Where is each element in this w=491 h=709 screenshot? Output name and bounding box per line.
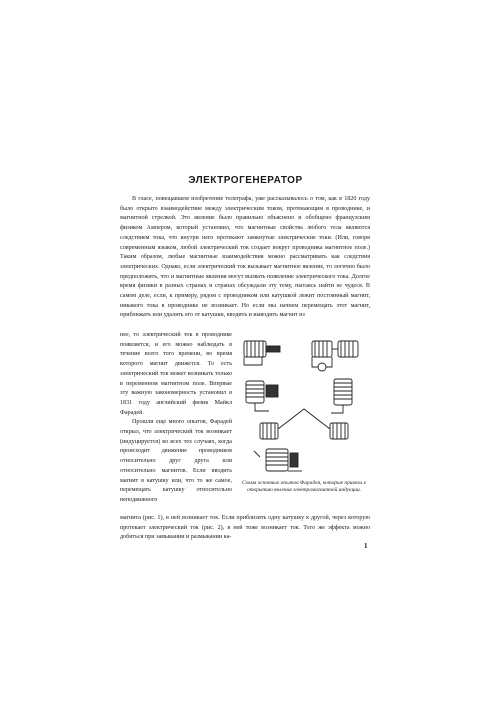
page-number: 1 (364, 542, 368, 550)
coil-1 (244, 341, 280, 365)
bottom-paragraph: магнита (рис. 1), в ней возникает ток. Если приблизить одну катушку к другой, через которую протекает электрический ток (рис. 2), в ней тоже возникает ток. Того же эффекта можно добиться при замыкании и размыкании ка- (120, 515, 370, 541)
coil-5 (254, 449, 302, 471)
coil-2 (312, 341, 358, 371)
left-paragraph-1: нее, то электрический ток в проводнике появляется, и его можно наблюдать в течение всего того времени, во время которого магнит движется. То есть электрический ток может возникать только в переменном магнитном поле. Впервые эту важную закономерность установил в 1831 году английский физик Майкл Фарадей. (120, 332, 232, 416)
faraday-experiments-figure (238, 337, 370, 477)
left-column-text (120, 331, 232, 506)
coil-4 (331, 379, 352, 413)
coil-3 (246, 381, 278, 411)
figure-caption: Схема основных опытов Фарадея, которые привели к открытию явления электромагнитной индукции. (241, 480, 366, 494)
left-paragraph-2: Прошли еще много опытов, Фарадей открыл, что электрический ток возникает (индуцируется) во всех тех случаях, когда происходит движение проводников относительно друг друга или относительно магнитов. Если вводить магнит в катушку или, что то же самое, перемещать катушку относительно неподвижного (120, 419, 232, 503)
page-title: ЭЛЕКТРОГЕНЕРАТОР (188, 175, 303, 186)
intro-paragraph: В гласе, повещавшем изобретение телеграфа, уже рассказывалось о том, как в 1820 году было открыто взаимодействие между электрическим током, протекающим в проводнике, и магнитной стрелкой. Это явление было правильно объяснено и обобщено французским физиком Ампером, который установил, что магнитные свойства любого тела являются следствием тока, что внутри него протекают замкнутые электрические токи. (Или, говоря современным языком, любой электрический ток создает вокруг проводника магнитное поле.) Таким образом, любые магнитные взаимодействия можно рассматривать как следствия электрических. Однако, если электрический ток вызывает магнитное явление, то логично было предположить, что и магнитные явления могут вызвать появление электрического тока. Долгое время физики в разных странах и странах обсуждали эту тему, пытаясь найти ее чудеся. В самом деле, если, к примеру, рядом с проводником или катушкой лежит постоянный магнит, никакого тока в проводнике не возникает. Но если мы начнем перемещать этот магнит, приближать или удалять его от катушки, вводить и выводить магнит из (120, 196, 370, 319)
magnet-assembly (260, 409, 348, 439)
